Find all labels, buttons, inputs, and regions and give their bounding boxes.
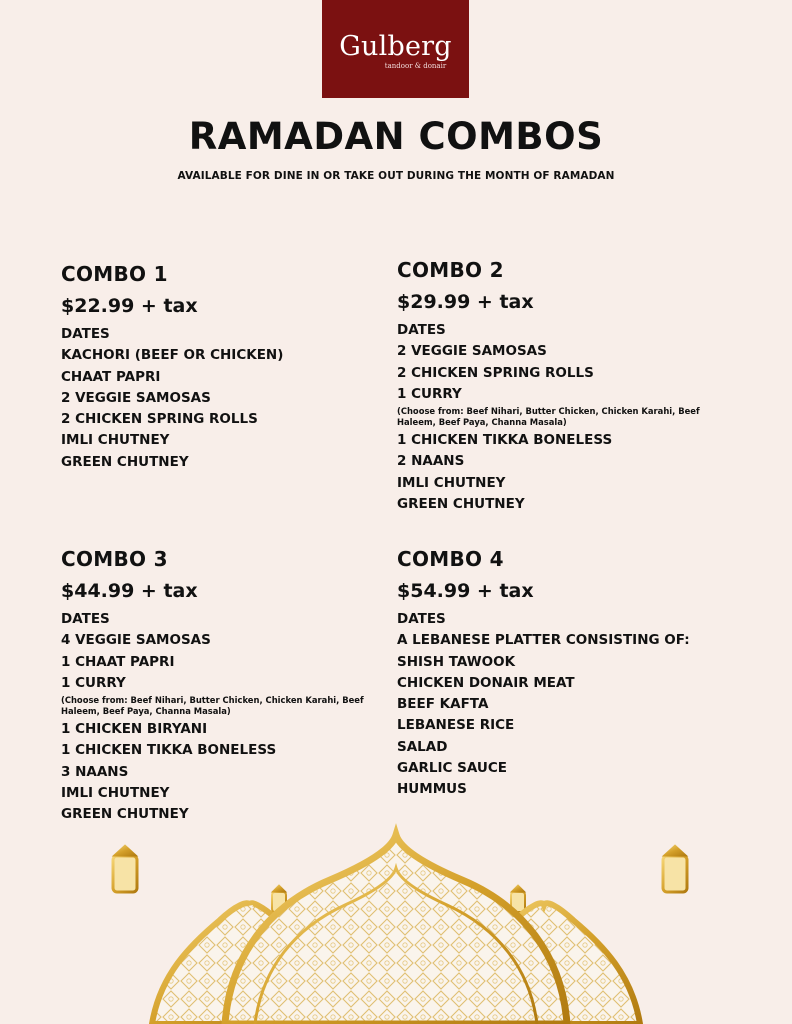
combo-item: DATES: [397, 611, 446, 627]
combo-4-section: [397, 547, 727, 801]
combo-item: GREEN CHUTNEY: [61, 806, 189, 823]
combo-item: 2 CHICKEN SPRING ROLLS: [397, 364, 594, 381]
combo-title: COMBO 4: [397, 547, 504, 571]
combo-item: KACHORI (BEEF OR CHICKEN): [61, 347, 284, 364]
combo-item: 1 CHICKEN TIKKA BONELESS: [397, 432, 613, 449]
lantern-icon: [113, 845, 137, 965]
combo-2-section: [397, 258, 727, 515]
combo-item: CHAAT PAPRI: [61, 368, 161, 385]
logo-brand: Gulberg: [339, 30, 452, 62]
combo-item: CHICKEN DONAIR MEAT: [397, 674, 575, 691]
combo-item: SHISH TAWOOK: [397, 653, 516, 670]
combo-item: 1 CHICKEN BIRYANI: [61, 721, 208, 738]
curry-choice-note: (Choose from: Beef Nihari, Butter Chicken, Chicken Karahi, Beef Haleem, Beef Paya, Channa Masala): [61, 695, 364, 717]
combo-item: DATES: [61, 326, 110, 342]
combo-item: 2 VEGGIE SAMOSAS: [61, 389, 211, 406]
combo-price: $44.99 + tax: [61, 580, 198, 602]
combo-title: COMBO 1: [61, 262, 168, 286]
combo-price: $29.99 + tax: [397, 291, 534, 313]
combo-item: 1 CURRY: [397, 385, 462, 402]
combo-1-section: [61, 262, 391, 473]
combo-item: DATES: [61, 611, 110, 627]
combo-item: BEEF KAFTA: [397, 696, 489, 713]
combo-item-list: [397, 609, 727, 801]
combo-item: 4 VEGGIE SAMOSAS: [61, 632, 211, 649]
page-title: RAMADAN COMBOS: [188, 115, 604, 158]
combo-item: SALAD: [397, 738, 448, 755]
combo-item: LEBANESE RICE: [397, 717, 515, 734]
combo-item-list: [61, 609, 391, 826]
combo-item: 1 CURRY: [61, 674, 126, 691]
combo-item: 1 CHICKEN TIKKA BONELESS: [61, 742, 277, 759]
combo-title: COMBO 3: [61, 547, 168, 571]
combo-item: GARLIC SAUCE: [397, 760, 508, 777]
combo-item: GREEN CHUTNEY: [61, 453, 189, 470]
logo-tagline: tandoor & donair: [384, 61, 447, 70]
combo-item: 3 NAANS: [61, 763, 129, 780]
combo-item: 1 CHAAT PAPRI: [61, 653, 175, 670]
combo-item-list: [61, 324, 391, 473]
combo-3-section: [61, 547, 391, 826]
page-subtitle: AVAILABLE FOR DINE IN OR TAKE OUT DURING THE MONTH OF RAMADAN: [177, 170, 615, 182]
combo-item: IMLI CHUTNEY: [61, 785, 170, 802]
combo-item: IMLI CHUTNEY: [61, 432, 170, 449]
lantern-icon: [272, 885, 286, 940]
combo-item-list: [397, 320, 727, 515]
lantern-icon: [663, 845, 687, 965]
restaurant-logo: [322, 0, 469, 98]
combo-item: IMLI CHUTNEY: [397, 474, 506, 491]
curry-choice-note: (Choose from: Beef Nihari, Butter Chicken, Chicken Karahi, Beef Haleem, Beef Paya, Channa Masala): [397, 406, 700, 428]
combo-item: 2 VEGGIE SAMOSAS: [397, 343, 547, 360]
combo-item: GREEN CHUTNEY: [397, 496, 525, 513]
combo-item: HUMMUS: [397, 781, 467, 798]
combo-item: 2 NAANS: [397, 453, 465, 470]
lantern-icon: [511, 885, 525, 940]
combo-item: A LEBANESE PLATTER CONSISTING OF:: [397, 632, 690, 649]
combo-price: $22.99 + tax: [61, 295, 198, 317]
combo-item: DATES: [397, 322, 446, 338]
combo-item: 2 CHICKEN SPRING ROLLS: [61, 411, 258, 428]
combo-title: COMBO 2: [397, 258, 504, 282]
combo-price: $54.99 + tax: [397, 580, 534, 602]
